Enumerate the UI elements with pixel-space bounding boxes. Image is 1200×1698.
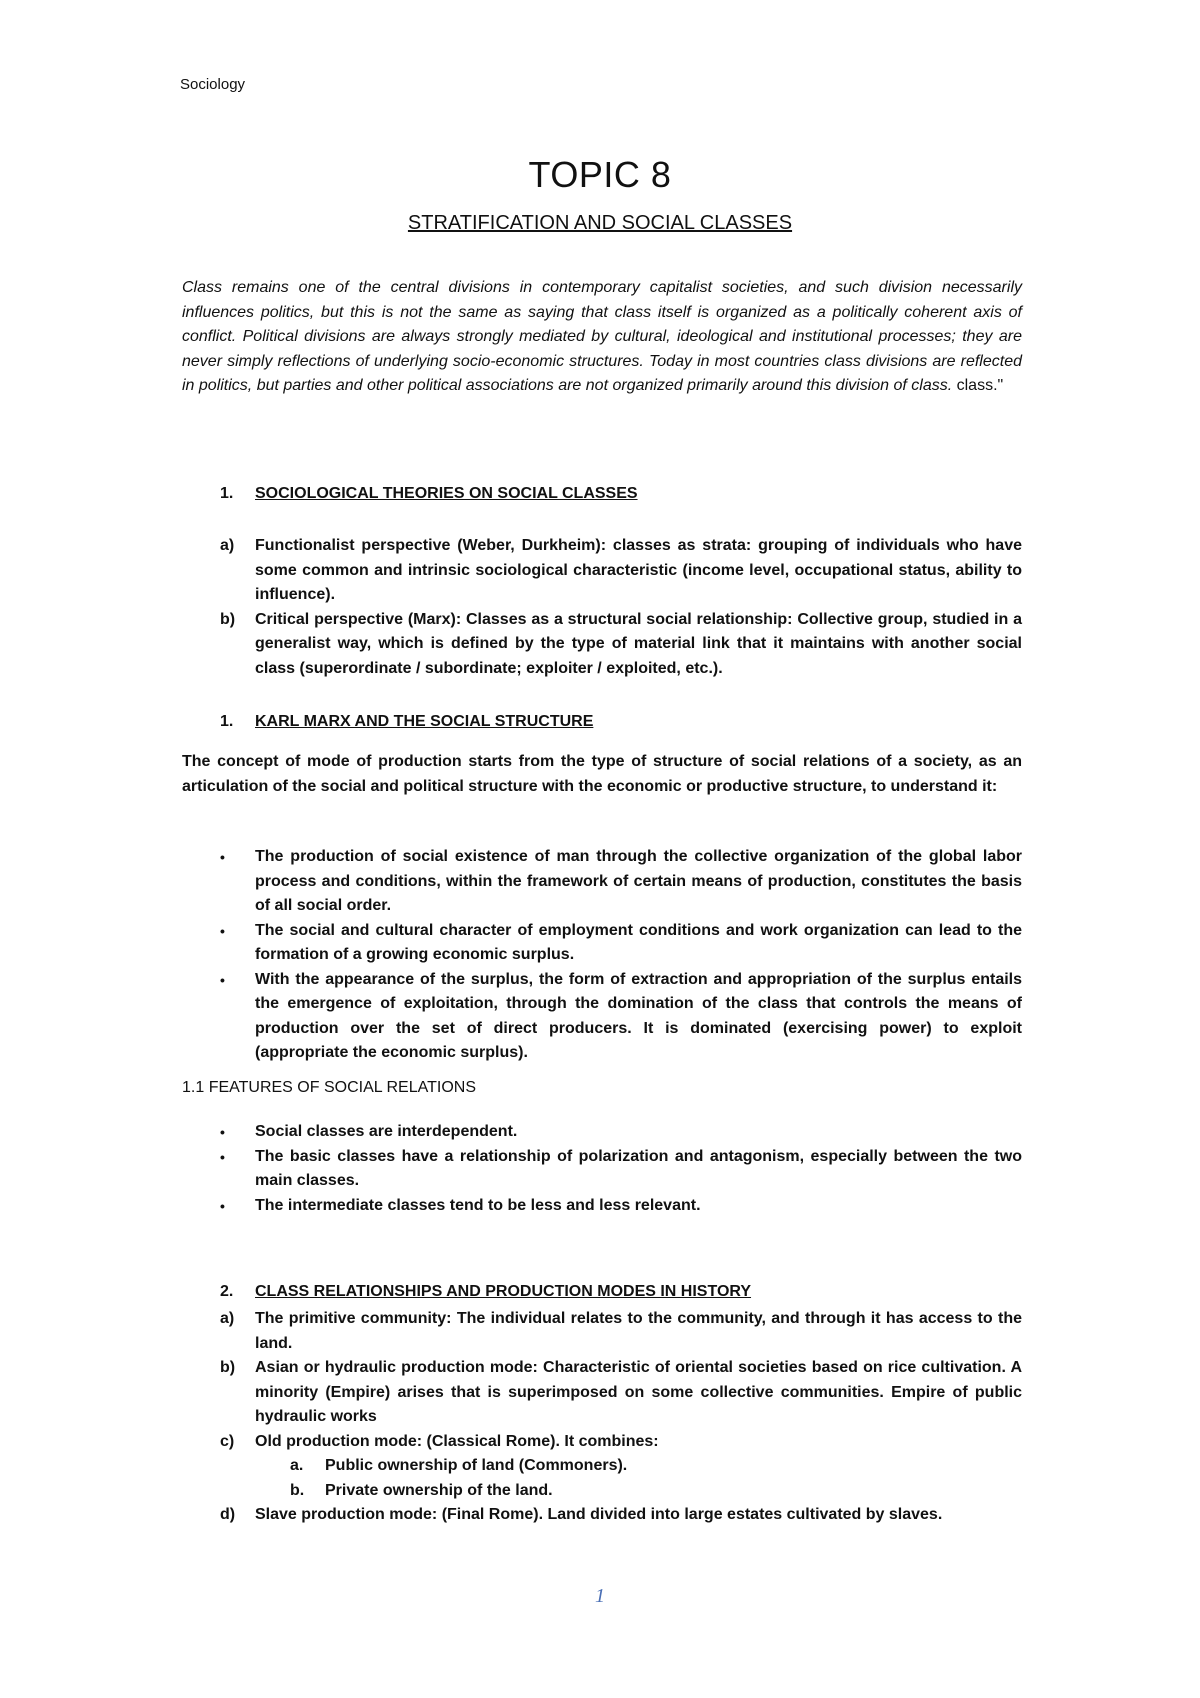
intro-paragraph — [182, 276, 1022, 399]
section-title: CLASS RELATIONSHIPS AND PRODUCTION MODES IN HISTORY — [255, 1283, 752, 1300]
section-heading — [220, 1283, 751, 1301]
list-item — [220, 919, 1022, 968]
sub-list-marker: b. — [290, 1481, 305, 1499]
list-item — [220, 1307, 1022, 1356]
sub-list-marker: a. — [290, 1457, 304, 1474]
list-marker: b) — [220, 1359, 236, 1376]
body-paragraph: The concept of mode of production starts from the type of structure of social relations of a society, as an articulation of the social and political structure with the economic or productive structure, to understand it: — [182, 753, 1022, 795]
list-marker: c) — [220, 1432, 235, 1450]
page-subtitle: STRATIFICATION AND SOCIAL CLASSES — [407, 212, 793, 234]
section-number: 1. — [220, 485, 234, 502]
list-item — [220, 1194, 1022, 1219]
modes-list — [220, 1307, 1022, 1528]
section-number: 2. — [220, 1283, 234, 1300]
list-item — [220, 534, 1022, 608]
page-title: TOPIC 8 — [528, 154, 672, 195]
list-marker: d) — [220, 1506, 236, 1523]
list-item-text: Critical perspective (Marx): Classes as a structural social relationship: Collective group, studied in a generalist way, which is defined by the type of material link that it maintains with another social class (superordinate / subordinate; exploiter / exploited, etc.). — [255, 610, 1022, 677]
page-number: 1 — [595, 1585, 605, 1607]
sub-list-item-text: Public ownership of land (Commoners). — [325, 1457, 628, 1474]
sub-list-item-text: Private ownership of the land. — [325, 1481, 553, 1499]
list-item-text: The basic classes have a relationship of polarization and antagonism, especially between the two main classes. — [255, 1147, 1022, 1189]
bullet-marker: • — [220, 922, 225, 939]
list-item-text: The production of social existence of man through the collective organization of the global labor process and conditions, within the framework of certain means of production, constitutes the basis of all social order. — [255, 848, 1022, 914]
list-item — [220, 968, 1022, 1066]
section-heading — [220, 485, 638, 503]
theories-list — [220, 534, 1022, 681]
section-title: SOCIOLOGICAL THEORIES ON SOCIAL CLASSES — [255, 485, 638, 502]
list-item — [220, 1430, 1022, 1504]
sub-list — [255, 1454, 1022, 1503]
list-item — [220, 1145, 1022, 1194]
sub-list-item — [290, 1479, 1022, 1504]
list-marker: b) — [220, 610, 236, 628]
list-item-text: Social classes are interdependent. — [255, 1123, 518, 1140]
bullet-list — [220, 1120, 1022, 1218]
list-item — [220, 1120, 1022, 1145]
page-header: Sociology — [180, 76, 246, 93]
list-marker: a) — [220, 1310, 235, 1327]
bullet-marker: • — [220, 849, 225, 865]
subsection-heading: 1.1 FEATURES OF SOCIAL RELATIONS — [182, 1079, 476, 1096]
list-item — [220, 608, 1022, 682]
list-item-text: Old production mode: (Classical Rome). It combines: — [255, 1432, 659, 1450]
list-item — [220, 1503, 1022, 1528]
bullet-marker: • — [220, 971, 225, 988]
list-marker: a) — [220, 537, 235, 554]
list-item-text: The social and cultural character of employment conditions and work organization can lead to the formation of a growing economic surplus. — [255, 921, 1022, 963]
intro-tail: class." — [952, 377, 1004, 394]
section-heading — [220, 713, 593, 731]
list-item-text: The primitive community: The individual relates to the community, and through it has access to the land. — [255, 1310, 1022, 1352]
list-item-text: Slave production mode: (Final Rome). Land divided into large estates cultivated by slaves. — [255, 1506, 943, 1523]
sub-list-item — [290, 1454, 1022, 1479]
list-item — [220, 1356, 1022, 1430]
bullet-marker: • — [220, 1124, 225, 1140]
list-item — [220, 845, 1022, 919]
list-item-text: Functionalist perspective (Weber, Durkheim): classes as strata: grouping of individuals who have some common and intrinsic sociological characteristic (income level, occupational status, ability to influence). — [255, 537, 1022, 603]
section-title: KARL MARX AND THE SOCIAL STRUCTURE — [255, 713, 594, 730]
bullet-marker: • — [220, 1148, 225, 1165]
bullet-marker: • — [220, 1197, 225, 1214]
list-item-text: With the appearance of the surplus, the form of extraction and appropriation of the surplus entails the emergence of exploitation, through the domination of the class that controls the means of production over the set of direct producers. It is dominated (exercising power) to exploit (appropriate the economic surplus). — [255, 970, 1022, 1061]
section-number: 1. — [220, 713, 234, 730]
bullet-list — [220, 845, 1022, 1066]
intro-text: Class remains one of the central divisions in contemporary capitalist societies, and such division necessarily influences politics, but this is not the same as saying that class itself is organized as a politically coherent axis of conflict. Political divisions are always strongly mediated by cultural, ideological and institutional processes; they are never simply reflections of underlying socio-economic structures. Today in most countries class divisions are reflected in politics, but parties and other political associations are not organized primarily around this division of class. — [182, 279, 1022, 394]
list-item-text: Asian or hydraulic production mode: Characteristic of oriental societies based on rice cultivation. A minority (Empire) arises that is superimposed on some collective communities. Empire of public hydraulic works — [255, 1359, 1022, 1425]
list-item-text: The intermediate classes tend to be less and less relevant. — [255, 1196, 701, 1214]
